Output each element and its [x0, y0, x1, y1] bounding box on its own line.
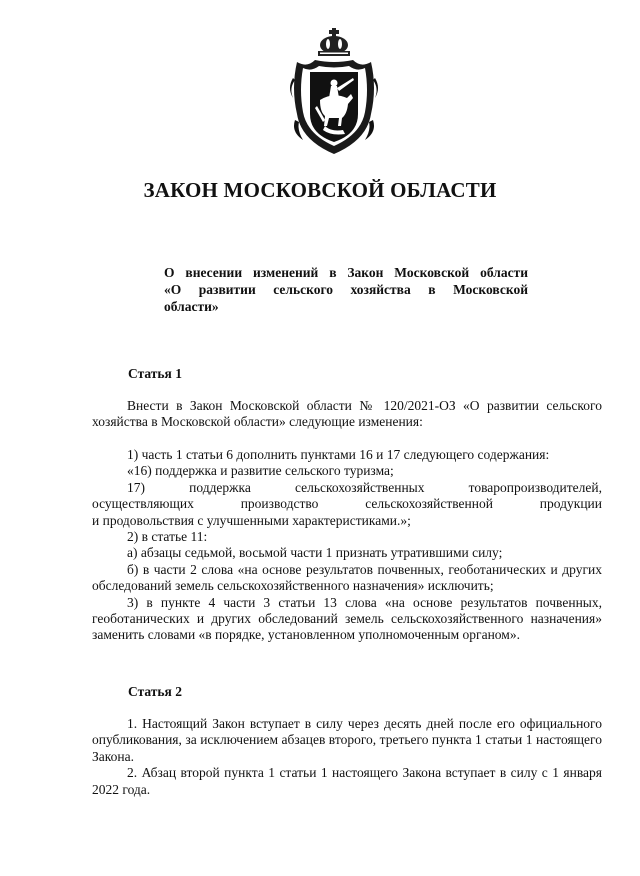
article-2-heading: Статья 2 [128, 684, 182, 699]
article-1-intro-block [92, 398, 602, 431]
amendment-item: 3) в пункте 4 части 3 статьи 13 слова «на основе результатов почвенных, геоботанических и других обследований земель сельскохозяйственного назначения» заменить словами «в порядке, установленном уполномоченным органом». [92, 594, 602, 643]
amendment-subitem: и продовольствия с улучшенными характеристиками.»; [92, 512, 411, 528]
article-1-heading: Статья 1 [128, 366, 182, 381]
amendment-subitem: «16) поддержка и развитие сельского туризма; [127, 463, 394, 479]
amendment-subitem: б) в части 2 слова «на основе результатов почвенных, геоботанических и других обследований земель сельскохозяйственного назначения» исключить; [92, 561, 602, 594]
amendment-item: 1) часть 1 статьи 6 дополнить пунктами 16 и 17 следующего содержания: [127, 447, 550, 462]
article-2-paragraph: 1. Настоящий Закон вступает в силу через десять дней после его официального опубликования, за исключением абзацев второго, третьего пункта 1 статьи 1 настоящего Закона. [92, 716, 602, 764]
subject-line: О внесении изменений в Закон Московской области [164, 265, 528, 280]
amendment-subitem: 17) поддержка сельскохозяйственных товаропроизводителей, [127, 479, 602, 495]
article-2-body [92, 716, 602, 798]
amendment-item: 2) в статье 11: [127, 529, 208, 545]
article-1-items [92, 447, 602, 644]
subject-line: «О развитии сельского хозяйства в Московской [164, 282, 528, 297]
amendment-subitem: а) абзацы седьмой, восьмой части 1 признать утратившими силу; [127, 545, 503, 561]
subject-line: области» [164, 299, 219, 314]
document-title: ЗАКОН МОСКОВСКОЙ ОБЛАСТИ [143, 178, 497, 202]
coat-of-arms-icon [287, 28, 381, 158]
amendment-subitem: осуществляющих производство сельскохозяйственной продукции [92, 496, 602, 512]
article-1-intro: Внести в Закон Московской области № 120/2021-ОЗ «О развитии сельского хозяйства в Московской области» следующие изменения: [92, 398, 602, 430]
article-2-paragraph: 2. Абзац второй пункта 1 статьи 1 настоящего Закона вступает в силу с 1 января 2022 года. [92, 765, 602, 797]
law-subject [164, 264, 528, 315]
